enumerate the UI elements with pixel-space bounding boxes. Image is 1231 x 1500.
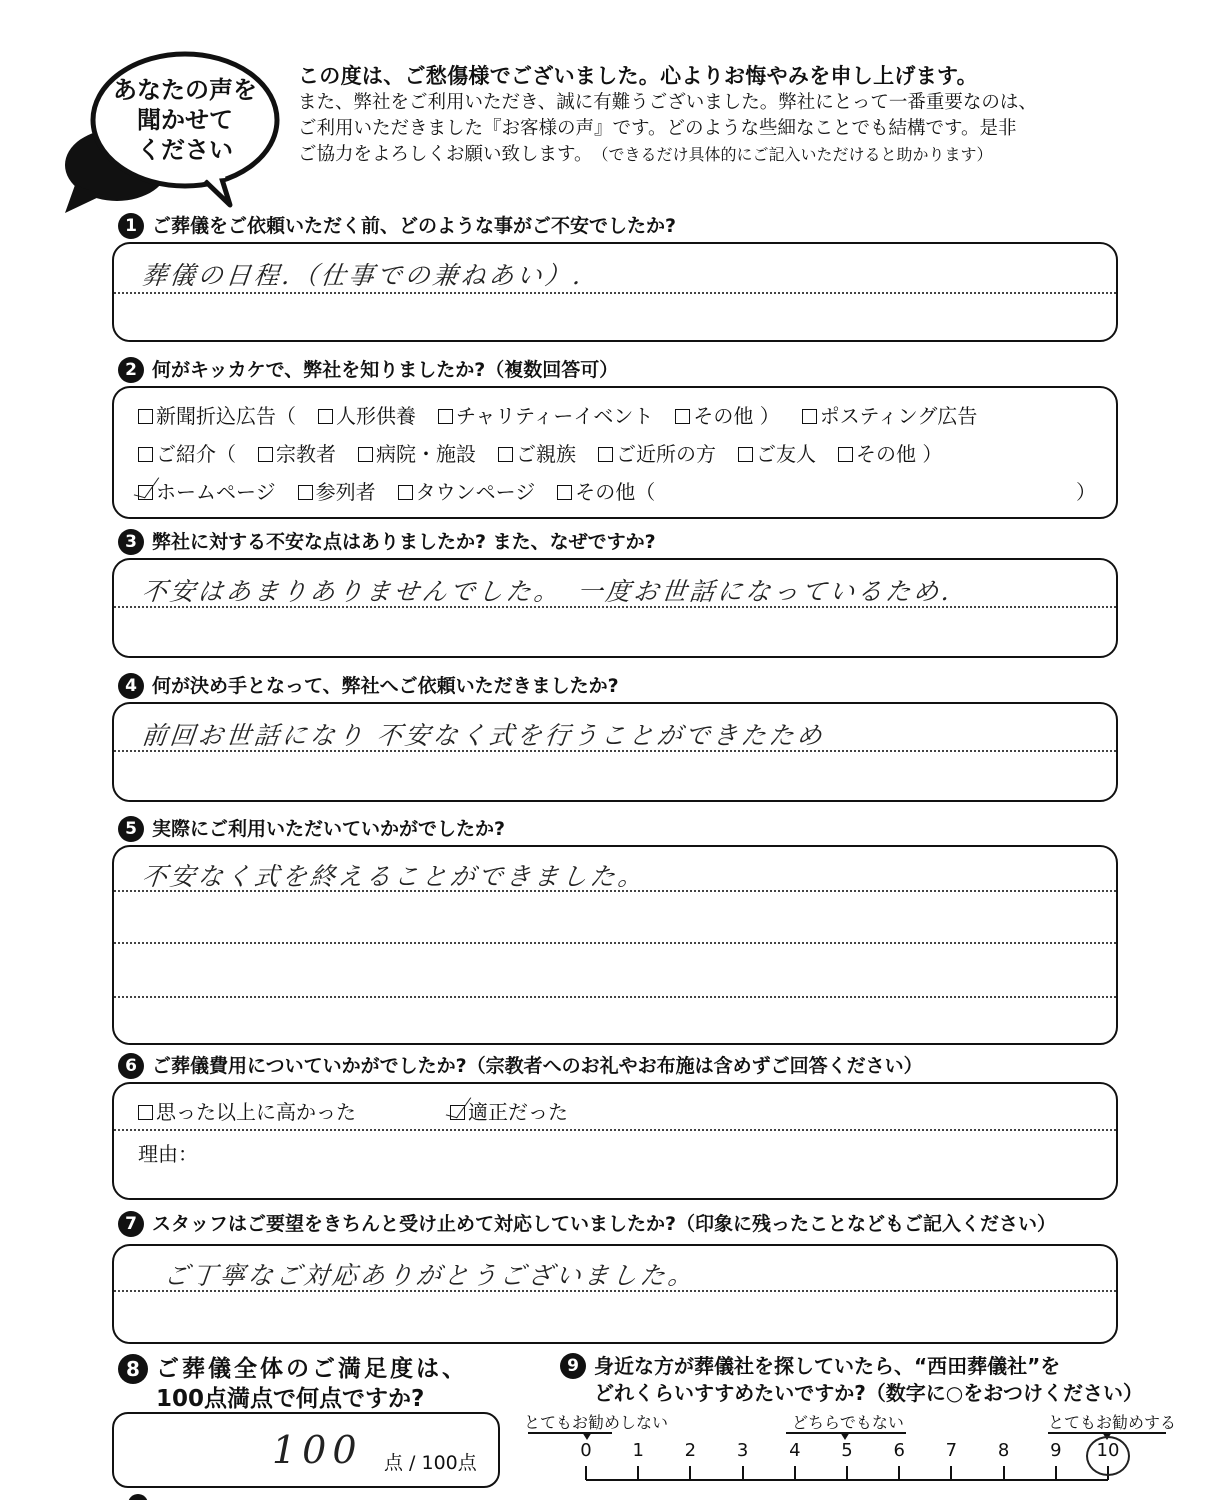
scale-tick	[1003, 1466, 1005, 1480]
option-label: ご近所の方	[616, 442, 716, 466]
scale-label-low: とてもお勧めしない	[524, 1413, 669, 1432]
answer-box-6	[112, 1082, 1118, 1200]
options-row-1	[138, 402, 999, 430]
option-label: その他 ）	[693, 404, 780, 428]
option-item[interactable]	[838, 440, 942, 468]
question-number-badge: 2	[118, 357, 144, 383]
option-label: ホームページ	[156, 480, 276, 504]
checkbox[interactable]	[398, 485, 413, 500]
option-label: 適正だった	[468, 1100, 568, 1124]
question-4-title	[118, 673, 619, 699]
options-row-3	[138, 478, 677, 506]
option-item[interactable]	[138, 478, 276, 506]
question-text-line-2: 100点満点で何点ですか?	[156, 1386, 425, 1412]
checkbox[interactable]	[802, 409, 817, 424]
bubble-line-3: ください	[137, 136, 233, 164]
question-7-title	[118, 1211, 1056, 1237]
answer-box-3[interactable]	[112, 558, 1118, 658]
checkbox[interactable]	[738, 447, 753, 462]
scale-tick	[846, 1466, 848, 1480]
checkbox-checked[interactable]	[450, 1105, 465, 1120]
voice-speech-bubble	[55, 45, 285, 215]
question-number-badge: 6	[118, 1053, 144, 1079]
option-item[interactable]	[138, 440, 236, 468]
option-label: その他（	[575, 480, 656, 504]
answer-line	[114, 292, 1116, 294]
question-number-badge: 8	[118, 1354, 148, 1384]
scale-tick	[585, 1466, 587, 1480]
question-text-line-1: ご葬儀全体のご満足度は、	[156, 1356, 468, 1382]
question-text: 何が決め手となって、弊社へご依頼いただきましたか?	[152, 675, 619, 697]
scale-tick-label[interactable]: 1	[632, 1440, 644, 1461]
checkbox[interactable]	[318, 409, 333, 424]
option-label: 新聞折込広告（	[156, 404, 296, 428]
option-item[interactable]	[498, 440, 576, 468]
checkbox[interactable]	[138, 1105, 153, 1120]
option-item[interactable]	[358, 440, 476, 468]
intro-lead: この度は、ご愁傷様でございました。心よりお悔やみを申し上げます。	[298, 64, 978, 88]
checkbox[interactable]	[138, 447, 153, 462]
question-9-title	[560, 1353, 1143, 1407]
question-text: ご葬儀費用についていかがでしたか?（宗教者へのお礼やお布施は含めずご回答ください）	[152, 1055, 923, 1077]
scale-tick	[1055, 1466, 1057, 1480]
option-reasonable[interactable]	[450, 1098, 568, 1126]
intro-line-2: また、弊社をご利用いただき、誠に有難うございました。弊社にとって一番重要なのは、	[298, 92, 1037, 113]
option-item[interactable]	[438, 402, 653, 430]
question-number-badge: 5	[118, 816, 144, 842]
checkbox[interactable]	[498, 447, 513, 462]
checkbox[interactable]	[438, 409, 453, 424]
option-item[interactable]	[318, 402, 416, 430]
question-number-badge: 7	[118, 1211, 144, 1237]
handwritten-answer: 不安はあまりありませんでした。 一度お世話になっているため.	[140, 577, 954, 606]
scale-label-mid: どちらでもない	[792, 1413, 904, 1432]
bubble-line-1: あなたの声を	[113, 76, 257, 104]
question-5-title	[118, 816, 505, 842]
bubble-text	[95, 75, 275, 165]
option-item[interactable]	[138, 402, 296, 430]
option-item[interactable]	[598, 440, 716, 468]
scale-tick	[689, 1466, 691, 1480]
answer-box-1[interactable]	[112, 242, 1118, 342]
option-label: 参列者	[315, 480, 376, 504]
scale-tick	[950, 1466, 952, 1480]
scale-tick-label[interactable]: 3	[736, 1440, 749, 1461]
scale-tick	[742, 1466, 744, 1480]
next-question-badge	[128, 1494, 148, 1500]
option-item[interactable]	[298, 478, 376, 506]
option-label: その他 ）	[856, 442, 943, 466]
question-2-title	[118, 357, 618, 383]
answer-line	[114, 996, 1116, 998]
answer-box-7[interactable]	[112, 1244, 1118, 1344]
scale-bracket-low	[528, 1432, 612, 1434]
handwritten-answer: 葬儀の日程.（仕事での兼ねあい）.	[140, 261, 586, 290]
option-label: ご親族	[516, 442, 576, 466]
question-3-title	[118, 529, 656, 555]
question-number-badge: 4	[118, 673, 144, 699]
option-label: 思った以上に高かった	[156, 1100, 356, 1124]
answer-box-2	[112, 386, 1118, 519]
option-item[interactable]	[802, 402, 978, 430]
intro-line-4	[298, 142, 1128, 168]
option-label: 宗教者	[276, 442, 336, 466]
question-text: 実際にご利用いただいていかがでしたか?	[152, 818, 506, 840]
option-label: ポスティング広告	[819, 404, 978, 428]
handwritten-answer: 不安なく式を終えることができました。	[140, 862, 648, 891]
scale-tick	[637, 1466, 639, 1480]
option-item[interactable]	[557, 478, 655, 506]
question-text: ご葬儀をご依頼いただく前、どのような事がご不安でしたか?	[152, 215, 677, 237]
scale-tick-label[interactable]: 6	[893, 1440, 905, 1461]
answer-box-4[interactable]	[112, 702, 1118, 802]
handwritten-score: 100	[272, 1428, 363, 1472]
question-8-title	[118, 1354, 468, 1414]
option-label: チャリティーイベント	[456, 404, 654, 428]
checkbox[interactable]	[598, 447, 613, 462]
option-label: ご友人	[756, 442, 816, 466]
scale-tick-label[interactable]: 0	[580, 1440, 592, 1461]
intro-line-4-main: ご協力をよろしくお願い致します。	[298, 144, 593, 165]
scale-tick-label[interactable]: 8	[997, 1440, 1010, 1461]
handwritten-answer: 前回お世話になり 不安なく式を行うことができたため	[140, 721, 827, 750]
scale-label-high: とてもお勧めする	[1048, 1413, 1177, 1432]
option-label: タウンページ	[415, 480, 536, 504]
scale-tick-label[interactable]: 4	[789, 1440, 801, 1461]
option-item[interactable]	[398, 478, 536, 506]
handwritten-answer: ご丁寧なご対応ありがとうございました。	[162, 1261, 698, 1290]
scale-tick-label[interactable]: 7	[945, 1440, 958, 1461]
option-item[interactable]	[738, 440, 816, 468]
answer-box-5[interactable]	[112, 845, 1118, 1045]
score-input-box[interactable]	[112, 1412, 500, 1488]
question-text-line-1: 身近な方が葬儀社を探していたら、“西田葬儀社”を	[594, 1354, 1061, 1378]
checkbox[interactable]	[138, 409, 153, 424]
close-paren: ）	[1076, 480, 1096, 504]
intro-message	[298, 62, 1128, 168]
answer-line	[114, 942, 1116, 944]
recommendation-scale	[520, 1410, 1200, 1500]
checkbox[interactable]	[675, 409, 690, 424]
scale-tick	[794, 1466, 796, 1480]
question-text: 何がキッカケで、弊社を知りましたか?（複数回答可）	[152, 359, 619, 381]
checkbox[interactable]	[258, 447, 273, 462]
answer-line	[114, 1129, 1116, 1131]
intro-line-4-note: （できるだけ具体的にご記入いただけると助かります）	[592, 145, 993, 164]
checkbox[interactable]	[298, 485, 313, 500]
option-label: 人形供養	[336, 404, 416, 428]
scale-tick-label[interactable]: 5	[841, 1440, 853, 1461]
scale-caret-mid	[840, 1432, 850, 1440]
selected-circle-mark	[1086, 1436, 1130, 1476]
reason-label: 理由：	[138, 1142, 198, 1166]
question-number-badge: 3	[118, 529, 144, 555]
option-item[interactable]	[675, 402, 779, 430]
option-label: 病院・施設	[376, 442, 476, 466]
scale-tick-label[interactable]: 10	[1096, 1440, 1120, 1461]
options-row-2	[138, 440, 964, 468]
option-label: ご紹介（	[156, 442, 236, 466]
question-text: スタッフはご要望をきちんと受け止めて対応していましたか?（印象に残ったことなどもご記入ください）	[152, 1213, 1057, 1235]
scale-tick	[898, 1466, 900, 1480]
scale-tick-label[interactable]: 9	[1050, 1440, 1062, 1461]
bubble-line-2: 聞かせて	[137, 106, 233, 134]
checkbox-checked[interactable]	[138, 485, 153, 500]
intro-line-3: ご利用いただきました『お客様の声』です。どのような些細なことでも結構です。是非	[298, 118, 1017, 139]
checkbox[interactable]	[358, 447, 373, 462]
question-1-title	[118, 213, 676, 239]
score-unit: 点 / 100点	[384, 1452, 477, 1474]
scale-tick-label[interactable]: 2	[684, 1440, 697, 1461]
checkbox[interactable]	[557, 485, 572, 500]
checkbox[interactable]	[838, 447, 853, 462]
question-number-badge: 9	[560, 1353, 586, 1379]
option-item[interactable]	[258, 440, 336, 468]
question-number-badge: 1	[118, 213, 144, 239]
question-6-title	[118, 1053, 923, 1079]
scale-caret-low	[582, 1432, 592, 1440]
question-text-line-2: どれくらいすすめたいですか?（数字に○をおつけください）	[594, 1381, 1144, 1405]
option-too-expensive[interactable]	[138, 1098, 356, 1126]
question-text: 弊社に対する不安な点はありましたか? また、なぜですか?	[152, 531, 656, 553]
